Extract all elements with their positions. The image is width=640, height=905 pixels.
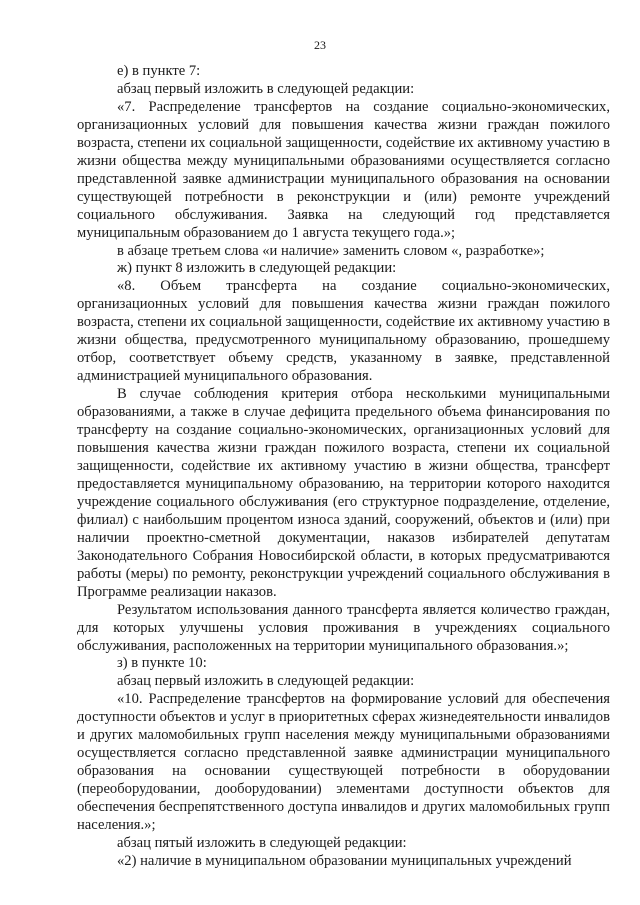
document-body xyxy=(77,63,610,871)
paragraph-item-z: з) в пункте 10: xyxy=(117,655,207,672)
paragraph-item-e: е) в пункте 7: xyxy=(117,63,201,79)
paragraph-amend-first-abzac: абзац первый изложить в следующей редакции: xyxy=(117,80,415,97)
paragraph-item-zh: ж) пункт 8 изложить в следующей редакции: xyxy=(117,260,397,277)
paragraph-transfer-result: Результатом использования данного трансферта является количество граждан, для которых улучшены условия проживания в учреждениях социального обслуживания, расположенных на территории муниципального образования.»; xyxy=(77,601,610,654)
paragraph-selection-criteria: В случае соблюдения критерия отбора несколькими муниципальными образованиями, а также в случае дефицита предельного объема финансирования по трансферту на создание социально-экономических, организационных условий для повышения качества жизни граждан пожилого возраста, степени их социальной защищенности, содействие их активному участию в жизни общества, трансферт предоставляется муниципальному образованию, на территории которого находится учреждение социального обслуживания (его структурное подразделение, отделение, филиал) с наибольшим процентом износа зданий, сооружений, объектов и (или) при наличии проектно-сметной документации, наказов избирателей депутатам Законодательного Собрания Новосибирской области, в которых предусматриваются работы (меры) по ремонту, реконструкции учреждений социального обслуживания в Программе реализации наказов. xyxy=(77,386,610,600)
paragraph-point-7-text: «7. Распределение трансфертов на создание социально-экономических, организационных условий для повышения качества жизни граждан пожилого возраста, степени их социальной защищенности, содействие их активному участию в жизни общества между муниципальными образованиями осуществляется согласно представленной заявке администрации муниципального образования на основании существующей потребности в реконструкции и (или) ремонте учреждений социального обслуживания. Заявка на следующий год представляется муниципальным образованием до 1 августа текущего года.»; xyxy=(77,98,611,241)
paragraph-point-10-text: «10. Распределение трансфертов на формирование условий для обеспечения доступности объектов и услуг в приоритетных сферах жизнедеятельности инвалидов и других маломобильных групп населения между муниципальными образованиями осуществляется согласно представленной заявке администрации муниципального образования на основании существующей потребности в оборудовании (переоборудовании, дооборудовании) элементами доступности объектов для обеспечения беспрепятственного доступа инвалидов и других маломобильных групп населения.»; xyxy=(77,691,610,834)
paragraph-subitem-2: «2) наличие в муниципальном образовании муниципальных учреждений xyxy=(117,852,572,869)
page-number: 23 xyxy=(314,38,326,52)
paragraph-amend-fifth-abzac: абзац пятый изложить в следующей редакции: xyxy=(117,834,407,851)
paragraph-amend-first-abzac-2: абзац первый изложить в следующей редакции: xyxy=(117,673,415,690)
paragraph-point-8-text: «8. Объем трансферта на создание социально-экономических, организационных условий для повышения качества жизни граждан пожилого возраста, степени их социальной защищенности, содействие их активному участию в жизни общества, предусмотренного муниципальному образованию, прошедшему отбор, соответствует объему средств, указанному в заявке, представленной администрацией муниципального образования. xyxy=(77,278,611,385)
paragraph-third-abzac-replace: в абзаце третьем слова «и наличие» заменить словом «, разработке»; xyxy=(117,242,545,259)
